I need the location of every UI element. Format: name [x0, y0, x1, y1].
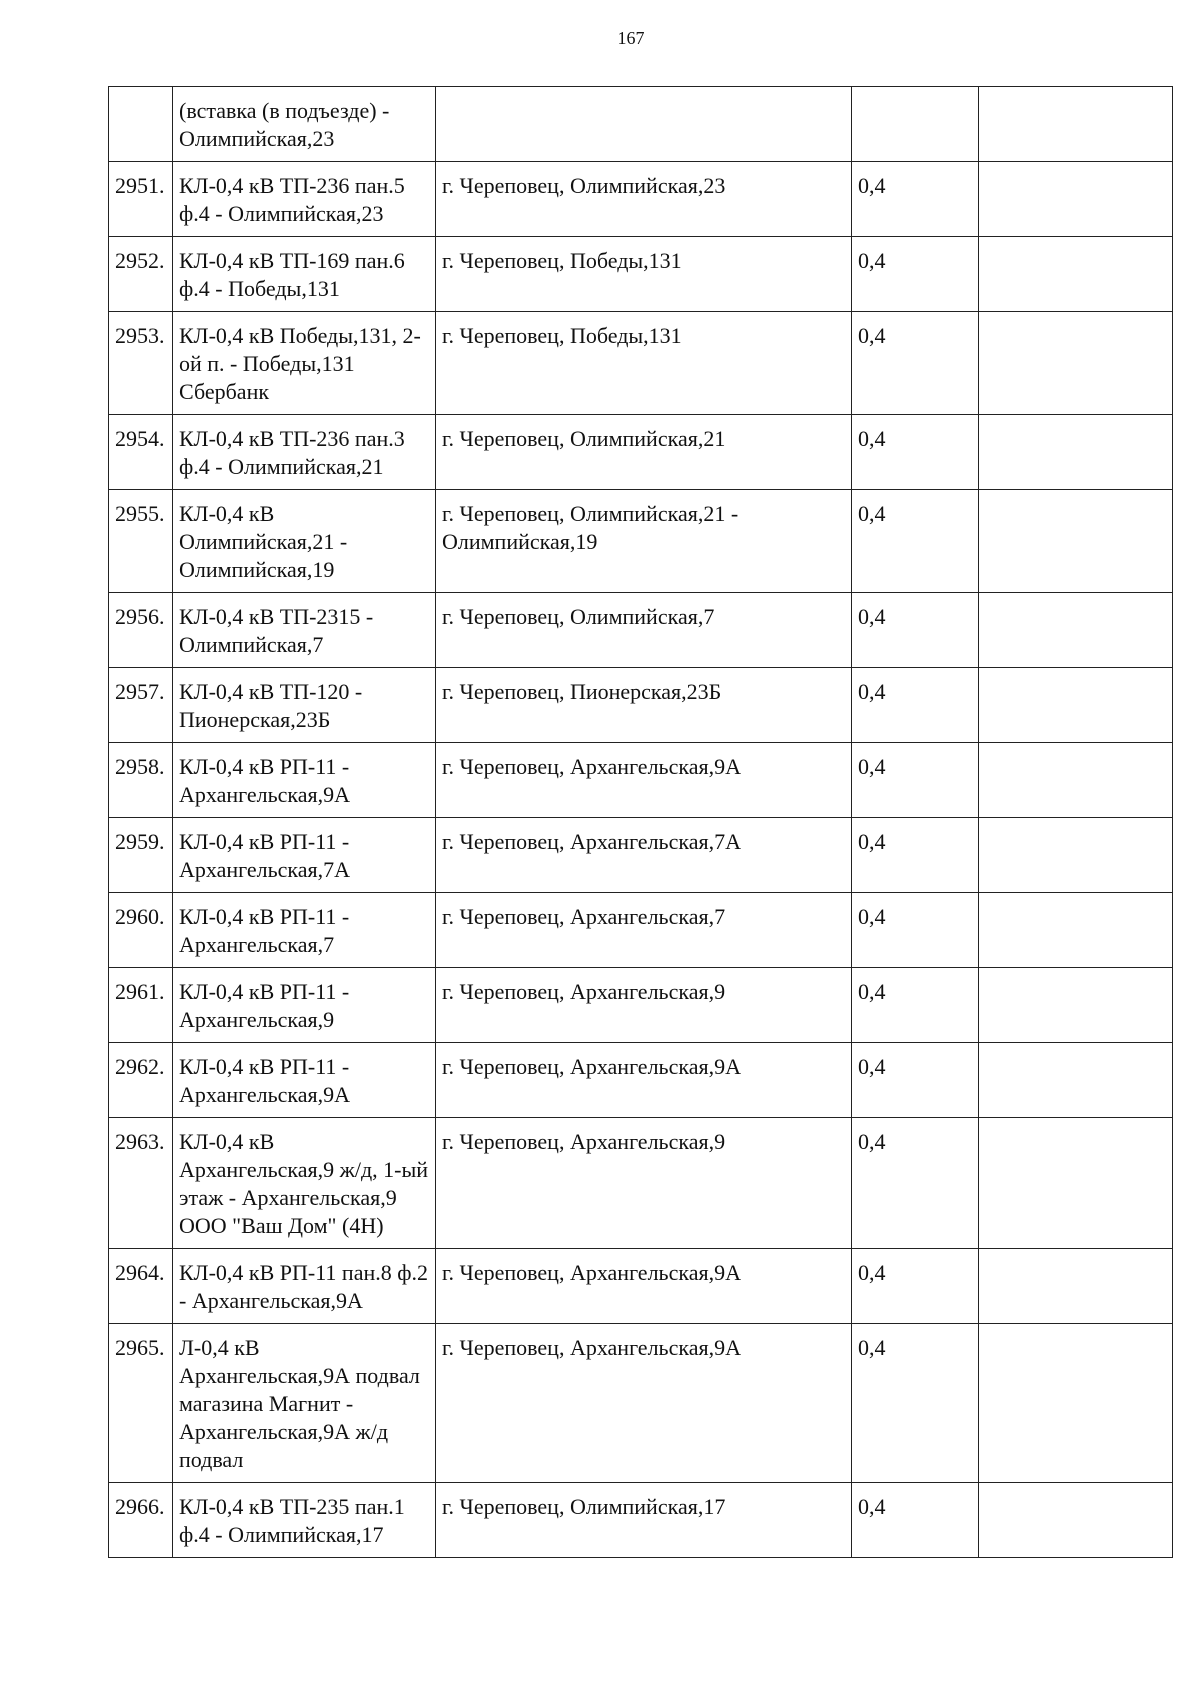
- line-voltage: 0,4: [852, 415, 979, 490]
- line-voltage: 0,4: [852, 818, 979, 893]
- line-extra: [979, 743, 1173, 818]
- table-row: [109, 968, 1173, 1043]
- line-address: [436, 87, 852, 162]
- table-row: [109, 312, 1173, 415]
- table-row: [109, 1483, 1173, 1558]
- line-voltage: 0,4: [852, 668, 979, 743]
- line-address: г. Череповец, Олимпийская,21 - Олимпийская,19: [436, 490, 852, 593]
- line-voltage: 0,4: [852, 893, 979, 968]
- line-voltage: 0,4: [852, 968, 979, 1043]
- row-number: 2961.: [109, 968, 173, 1043]
- table-row: [109, 818, 1173, 893]
- row-number: 2960.: [109, 893, 173, 968]
- line-voltage: 0,4: [852, 1324, 979, 1483]
- line-name: КЛ-0,4 кВ ТП-120 - Пионерская,23Б: [173, 668, 436, 743]
- line-name: КЛ-0,4 кВ Архангельская,9 ж/д, 1-ый этаж - Архангельская,9 ООО "Ваш Дом" (4Н): [173, 1118, 436, 1249]
- row-number: 2955.: [109, 490, 173, 593]
- line-extra: [979, 162, 1173, 237]
- table-row: [109, 743, 1173, 818]
- line-address: г. Череповец, Олимпийская,7: [436, 593, 852, 668]
- line-address: г. Череповец, Олимпийская,17: [436, 1483, 852, 1558]
- table-row: [109, 87, 1173, 162]
- page-number: 167: [617, 28, 645, 48]
- registry-table-body: [109, 87, 1173, 1558]
- row-number: 2965.: [109, 1324, 173, 1483]
- table-row: [109, 1249, 1173, 1324]
- line-voltage: 0,4: [852, 1043, 979, 1118]
- row-number: 2959.: [109, 818, 173, 893]
- line-address: г. Череповец, Пионерская,23Б: [436, 668, 852, 743]
- line-extra: [979, 593, 1173, 668]
- line-address: г. Череповец, Архангельская,9А: [436, 1249, 852, 1324]
- line-extra: [979, 312, 1173, 415]
- line-extra: [979, 1043, 1173, 1118]
- table-row: [109, 1118, 1173, 1249]
- line-voltage: 0,4: [852, 1483, 979, 1558]
- row-number: 2952.: [109, 237, 173, 312]
- line-voltage: 0,4: [852, 237, 979, 312]
- line-voltage: [852, 87, 979, 162]
- line-name: КЛ-0,4 кВ Победы,131, 2-ой п. - Победы,131 Сбербанк: [173, 312, 436, 415]
- line-address: г. Череповец, Архангельская,9А: [436, 1043, 852, 1118]
- line-voltage: 0,4: [852, 490, 979, 593]
- line-name: КЛ-0,4 кВ РП-11 - Архангельская,9А: [173, 743, 436, 818]
- line-address: г. Череповец, Олимпийская,21: [436, 415, 852, 490]
- table-row: [109, 668, 1173, 743]
- line-extra: [979, 490, 1173, 593]
- line-name: КЛ-0,4 кВ Олимпийская,21 - Олимпийская,19: [173, 490, 436, 593]
- line-name: КЛ-0,4 кВ ТП-169 пан.6 ф.4 - Победы,131: [173, 237, 436, 312]
- row-number: 2963.: [109, 1118, 173, 1249]
- row-number: 2951.: [109, 162, 173, 237]
- row-number: [109, 87, 173, 162]
- line-name: (вставка (в подъезде) - Олимпийская,23: [173, 87, 436, 162]
- line-name: КЛ-0,4 кВ РП-11 - Архангельская,7А: [173, 818, 436, 893]
- line-address: г. Череповец, Архангельская,9: [436, 968, 852, 1043]
- line-voltage: 0,4: [852, 593, 979, 668]
- line-extra: [979, 668, 1173, 743]
- line-name: КЛ-0,4 кВ ТП-236 пан.3 ф.4 - Олимпийская,21: [173, 415, 436, 490]
- line-name: КЛ-0,4 кВ РП-11 - Архангельская,9: [173, 968, 436, 1043]
- line-voltage: 0,4: [852, 1249, 979, 1324]
- line-voltage: 0,4: [852, 312, 979, 415]
- line-extra: [979, 1483, 1173, 1558]
- line-name: Л-0,4 кВ Архангельская,9А подвал магазина Магнит - Архангельская,9А ж/д подвал: [173, 1324, 436, 1483]
- line-address: г. Череповец, Архангельская,9А: [436, 1324, 852, 1483]
- row-number: 2966.: [109, 1483, 173, 1558]
- row-number: 2957.: [109, 668, 173, 743]
- line-address: г. Череповец, Архангельская,7А: [436, 818, 852, 893]
- line-voltage: 0,4: [852, 162, 979, 237]
- line-extra: [979, 237, 1173, 312]
- line-extra: [979, 818, 1173, 893]
- table-row: [109, 415, 1173, 490]
- line-address: г. Череповец, Архангельская,9А: [436, 743, 852, 818]
- table-row: [109, 237, 1173, 312]
- line-address: г. Череповец, Олимпийская,23: [436, 162, 852, 237]
- table-row: [109, 593, 1173, 668]
- table-row: [109, 1043, 1173, 1118]
- registry-table: [108, 86, 1173, 1558]
- line-extra: [979, 1324, 1173, 1483]
- row-number: 2958.: [109, 743, 173, 818]
- line-address: г. Череповец, Победы,131: [436, 312, 852, 415]
- line-extra: [979, 893, 1173, 968]
- row-number: 2962.: [109, 1043, 173, 1118]
- table-row: [109, 893, 1173, 968]
- line-voltage: 0,4: [852, 743, 979, 818]
- line-name: КЛ-0,4 кВ ТП-236 пан.5 ф.4 - Олимпийская,23: [173, 162, 436, 237]
- line-name: КЛ-0,4 кВ ТП-2315 - Олимпийская,7: [173, 593, 436, 668]
- line-name: КЛ-0,4 кВ ТП-235 пан.1 ф.4 - Олимпийская,17: [173, 1483, 436, 1558]
- row-number: 2953.: [109, 312, 173, 415]
- row-number: 2954.: [109, 415, 173, 490]
- line-extra: [979, 1249, 1173, 1324]
- line-extra: [979, 1118, 1173, 1249]
- line-extra: [979, 968, 1173, 1043]
- line-name: КЛ-0,4 кВ РП-11 - Архангельская,9А: [173, 1043, 436, 1118]
- table-row: [109, 1324, 1173, 1483]
- row-number: 2964.: [109, 1249, 173, 1324]
- line-name: КЛ-0,4 кВ РП-11 - Архангельская,7: [173, 893, 436, 968]
- row-number: 2956.: [109, 593, 173, 668]
- line-extra: [979, 87, 1173, 162]
- line-voltage: 0,4: [852, 1118, 979, 1249]
- line-address: г. Череповец, Архангельская,9: [436, 1118, 852, 1249]
- line-address: г. Череповец, Победы,131: [436, 237, 852, 312]
- table-row: [109, 162, 1173, 237]
- line-name: КЛ-0,4 кВ РП-11 пан.8 ф.2 - Архангельская,9А: [173, 1249, 436, 1324]
- line-address: г. Череповец, Архангельская,7: [436, 893, 852, 968]
- line-extra: [979, 415, 1173, 490]
- table-row: [109, 490, 1173, 593]
